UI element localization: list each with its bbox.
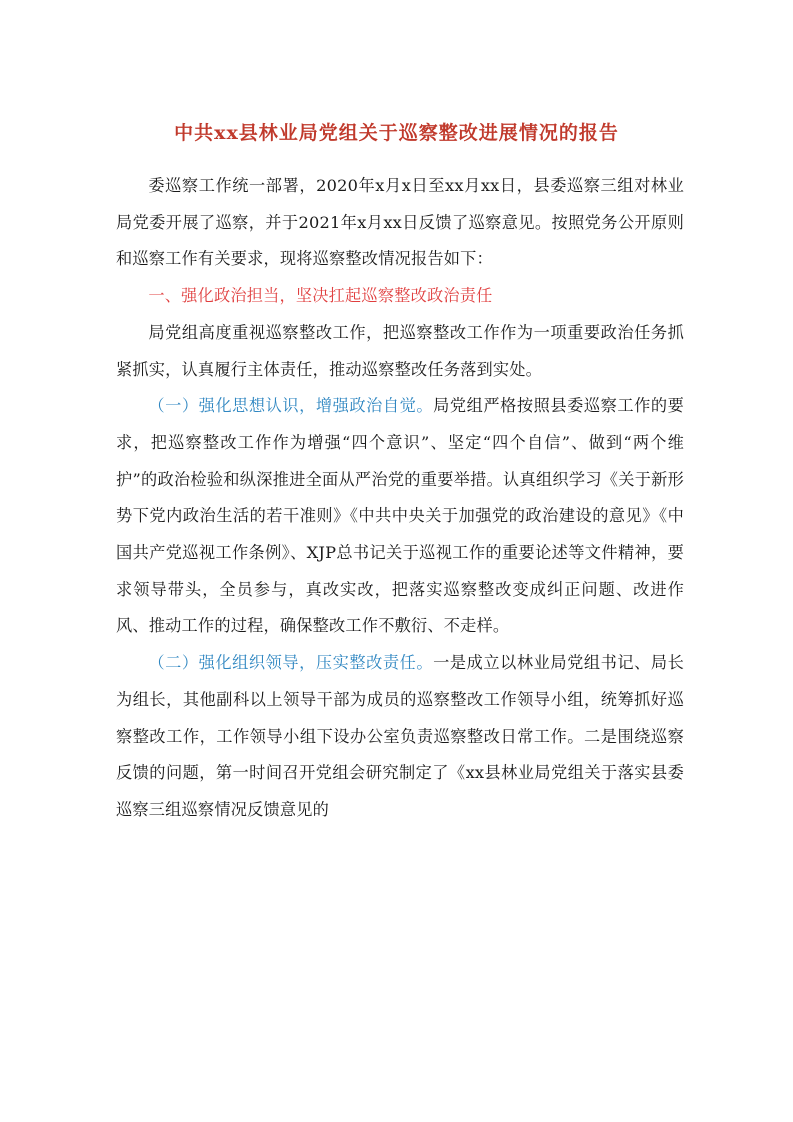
document-body — [116, 168, 684, 829]
sub2-heading: （二）强化组织领导，压实整改责任。 — [148, 653, 434, 673]
intro-paragraph: 委巡察工作统一部署，2020年x月x日至xx月xx日，县委巡察三组对林业局党委开展了巡察，并于2021年x月xx日反馈了巡察意见。按照党务公开原则和巡察工作有关要求，现将巡察整改情况报告如下： — [116, 176, 684, 269]
sub2-paragraph — [116, 645, 684, 829]
sub1-heading: （一）强化思想认识，增强政治自觉。 — [148, 396, 434, 416]
sub2-body: 一是成立以林业局党组书记、局长为组长，其他副科以上领导干部为成员的巡察整改工作领导小组，统筹抓好巡察整改工作，工作领导小组下设办公室负责巡察整改日常工作。二是围绕巡察反馈的问题，第一时间召开党组会研究制定了《xx县林业局党组关于落实县委巡察三组巡察情况反馈意见的 — [116, 653, 684, 819]
document-title: 中共xx县林业局党组关于巡察整改进展情况的报告 — [174, 122, 619, 144]
section1-paragraph: 局党组高度重视巡察整改工作，把巡察整改工作作为一项重要政治任务抓紧抓实，认真履行主体责任，推动巡察整改任务落到实处。 — [116, 322, 684, 379]
section1-heading: 一、强化政治担当，坚决扛起巡察整改政治责任 — [148, 286, 493, 306]
sub1-body: 局党组严格按照县委巡察工作的要求，把巡察整改工作作为增强“四个意识”、坚定“四个自信”、做到“两个维护”的政治检验和纵深推进全面从严治党的重要举措。认真组织学习《关于新形势下党内政治生活的若干准则》《中共中央关于加强党的政治建设的意见》《中国共产党巡视工作条例》、XJP总书记关于巡视工作的重要论述等文件精神，要求领导带头，全员参与，真改实改，把落实巡察整改变成纠正问题、改进作风、推动工作的过程，确保整改工作不敷衍、不走样。 — [116, 396, 684, 636]
sub1-paragraph — [116, 388, 684, 645]
